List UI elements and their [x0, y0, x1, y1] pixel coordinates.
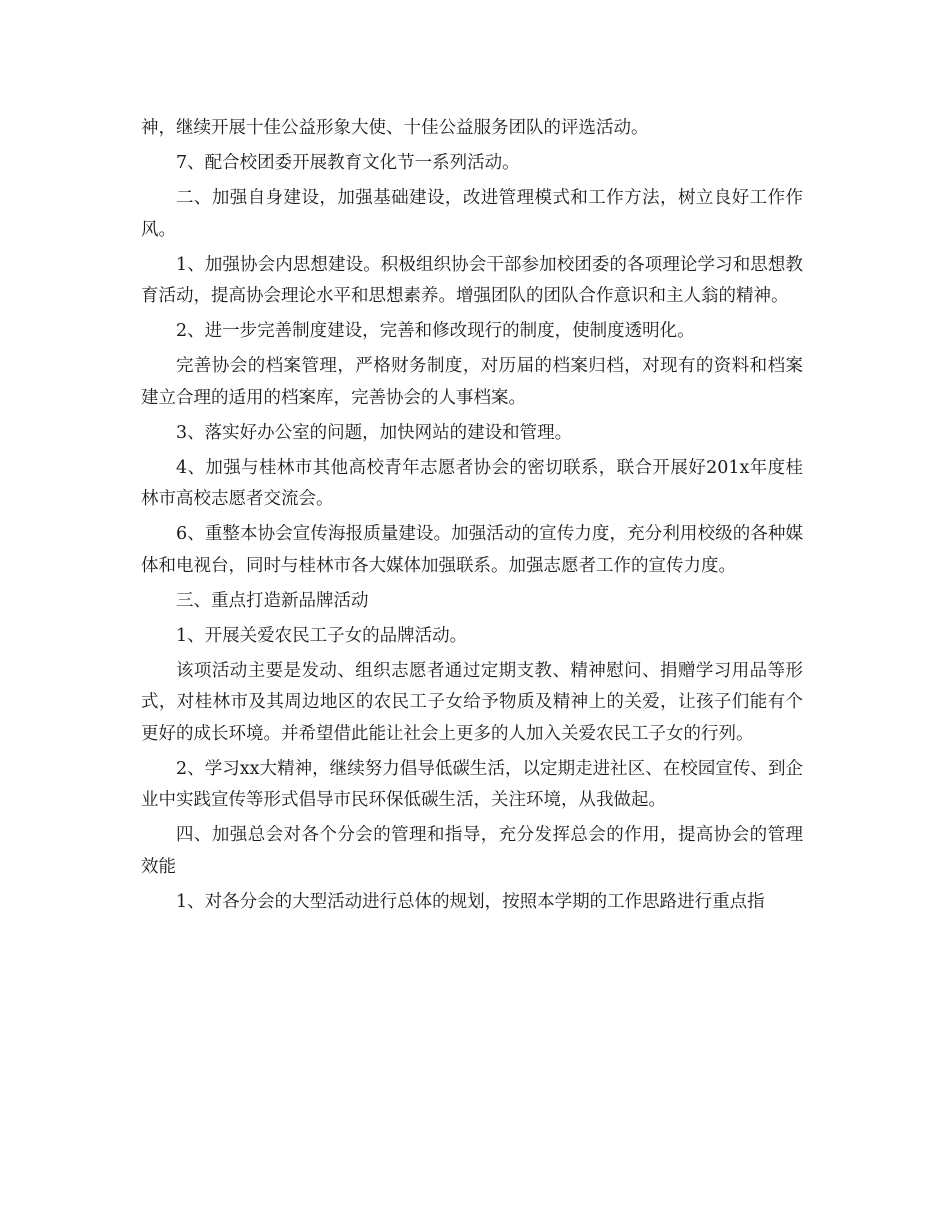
paragraph: 7、配合校团委开展教育文化节一系列活动。 — [176, 153, 520, 173]
section-heading: 三、重点打造新品牌活动 — [176, 590, 369, 611]
section-heading: 四、加强总会对各个分会的管理和指导，充分发挥总会的作用，提高协会的管理效能 — [141, 825, 803, 877]
section-heading: 二、加强自身建设，加强基础建设，改进管理模式和工作方法，树立良好工作作风。 — [141, 188, 803, 240]
paragraph: 该项活动主要是发动、组织志愿者通过定期支教、精神慰问、捐赠学习用品等形式，对桂林市及其周边地区的农民工子女给予物质及精神上的关爱，让孩子们能有个更好的成长环境。并希望借此能让社会上更多的人加入关爱农民工子女的行列。 — [141, 660, 803, 744]
paragraph: 4、加强与桂林市其他高校青年志愿者协会的密切联系，联合开展好201x年度桂林市高校志愿者交流会。 — [141, 457, 803, 509]
paragraph: 3、落实好办公室的问题，加快网站的建设和管理。 — [176, 422, 573, 443]
paragraph: 1、开展关爱农民工子女的品牌活动。 — [176, 625, 468, 646]
paragraph: 2、进一步完善制度建设，完善和修改现行的制度，使制度透明化。 — [176, 321, 695, 341]
paragraph: 神，继续开展十佳公益形象大使、十佳公益服务团队的评选活动。 — [141, 118, 649, 138]
paragraph: 1、加强协会内思想建设。积极组织协会干部参加校团委的各项理论学习和思想教育活动，提高协会理论水平和思想素养。增强团队的团队合作意识和主人翁的精神。 — [141, 254, 803, 306]
paragraph: 2、学习xx大精神，继续努力倡导低碳生活，以定期走进社区、在校园宣传、到企业中实践宣传等形式倡导市民环保低碳生活，关注环境，从我做起。 — [141, 758, 803, 810]
paragraph: 1、对各分会的大型活动进行总体的规划，按照本学期的工作思路进行重点指 — [176, 891, 765, 912]
document-body — [141, 113, 803, 922]
paragraph: 完善协会的档案管理，严格财务制度，对历届的档案归档，对现有的资料和档案建立合理的适用的档案库，完善协会的人事档案。 — [141, 356, 803, 408]
paragraph: 6、重整本协会宣传海报质量建设。加强活动的宣传力度，充分利用校级的各种媒体和电视台，同时与桂林市各大媒体加强联系。加强志愿者工作的宣传力度。 — [141, 524, 803, 576]
